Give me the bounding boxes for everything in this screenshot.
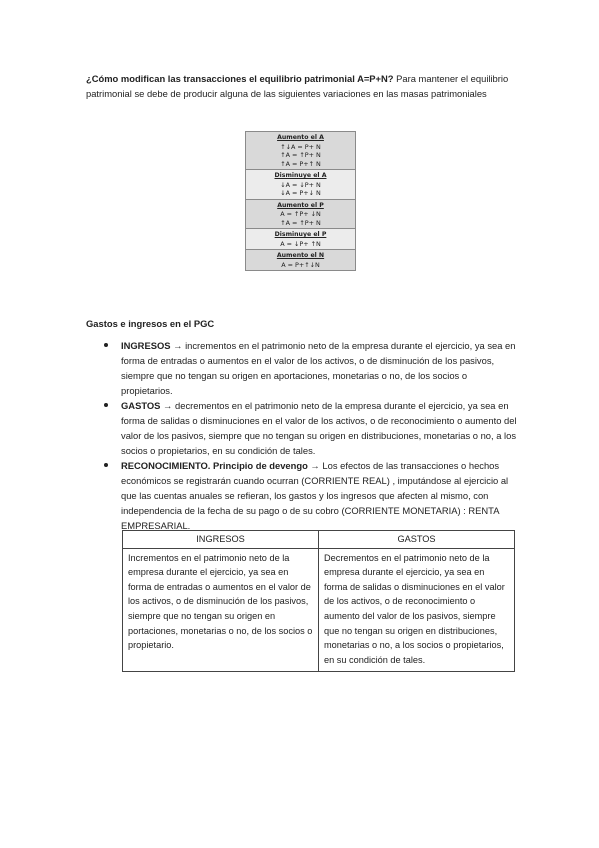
bullet-item-reconocimiento — [104, 458, 518, 533]
table-row — [123, 548, 515, 672]
variation-line: ↑A = ↑P+ N — [280, 151, 321, 159]
bullet-text: Los efectos de las transacciones o hechos económicos se registrarán cuando ocurran (CORRIENTE REAL) , imputándose al ejercicio al que las cuentas anuales se refieran, los gastos y los ingresos que afecten al mismo, con independencia de la fecha de su pago o de su cobro (CORRIENTE MONETARIA) : RENTA EMPRESARIAL. — [121, 460, 509, 531]
table-cell-gastos: Decrementos en el patrimonio neto de la empresa durante el ejercicio, ya sea en forma de salidas o disminuciones en el valor de los activos, o de reconocimiento o aumento del valor de los pasivos, siempre que no tengan su origen en distribuciones, monetarias o no, a los socios o propietarios, en su condición de tales. — [319, 548, 515, 672]
section-title: Gastos e ingresos en el PGC — [86, 318, 215, 329]
variations-table — [245, 131, 356, 271]
variation-title: Aumento el A — [277, 134, 324, 141]
table-header-row — [123, 531, 515, 549]
variation-block — [246, 250, 355, 270]
bullet-item-gastos — [104, 398, 518, 458]
bullet-dot-icon — [104, 343, 108, 347]
bullet-term: INGRESOS → — [121, 340, 183, 351]
bullet-dot-icon — [104, 403, 108, 407]
variation-line: A = ↓P+ ↑N — [280, 239, 321, 248]
variation-block — [246, 170, 355, 200]
variation-line: ↑↓A = P+ N — [280, 142, 321, 151]
bullet-term: RECONOCIMIENTO. Principio de devengo → — [121, 460, 320, 471]
table-cell-ingresos: Incrementos en el patrimonio neto de la empresa durante el ejercicio, ya sea en forma de entradas o aumentos en el valor de los activos, o de disminución de los pasivos, siempre que no tengan su origen en portaciones, monetarias o no, de los socios o propietario. — [123, 548, 319, 672]
intro-paragraph — [86, 71, 516, 101]
bullet-text: incrementos en el patrimonio neto de la empresa durante el ejercicio, ya sea en forma de entradas o aumentos en el valor de los activos, o de disminución de los pasivos, siempre que no tengan su origen en aportaciones, monetarias o no, de los socios o propietarios. — [121, 340, 516, 396]
variation-title: Aumento el P — [277, 201, 324, 209]
bullet-text: decrementos en el patrimonio neto de la empresa durante el ejercicio, ya sea en forma de salidas o disminuciones en el valor de los activos, o de reconocimiento o aumento del valor de los pasivos, siempre que no tengan su origen en distribuciones, monetarias o no, a los socios o propietarios, en su condición de tales. — [121, 400, 517, 456]
intro-text: Para mantener el equilibrio patrimonial se debe de producir alguna de las siguientes variaciones en las masas patrimoniales — [86, 73, 509, 99]
variation-line: ↑A = ↑P+ N — [280, 218, 321, 227]
bullet-list — [104, 338, 518, 533]
bullet-item-ingresos — [104, 338, 518, 398]
variation-title: Aumento el N — [276, 252, 325, 259]
ingresos-gastos-table — [122, 530, 515, 672]
variation-block — [246, 229, 355, 250]
variation-line: A = ↑P+ ↓N — [280, 210, 321, 218]
variation-line: ↓A = ↓P+ N — [280, 180, 321, 189]
bullet-term: GASTOS → — [121, 400, 173, 411]
variation-block — [246, 200, 355, 230]
intro-question: ¿Cómo modifican las transacciones el equilibrio patrimonial A=P+N? — [86, 73, 394, 84]
variation-line: A = P+↑↓N — [281, 260, 320, 269]
variation-line: ↑A = P+↑ N — [280, 159, 321, 168]
variation-line: ↓A = P+↓ N — [280, 189, 321, 197]
table-header-ingresos: INGRESOS — [123, 531, 319, 549]
variation-block — [246, 132, 355, 170]
variation-title: Disminuye el A — [274, 172, 327, 179]
bullet-dot-icon — [104, 463, 108, 467]
table-header-gastos: GASTOS — [319, 531, 515, 549]
variation-title: Disminuye el P — [274, 231, 327, 238]
